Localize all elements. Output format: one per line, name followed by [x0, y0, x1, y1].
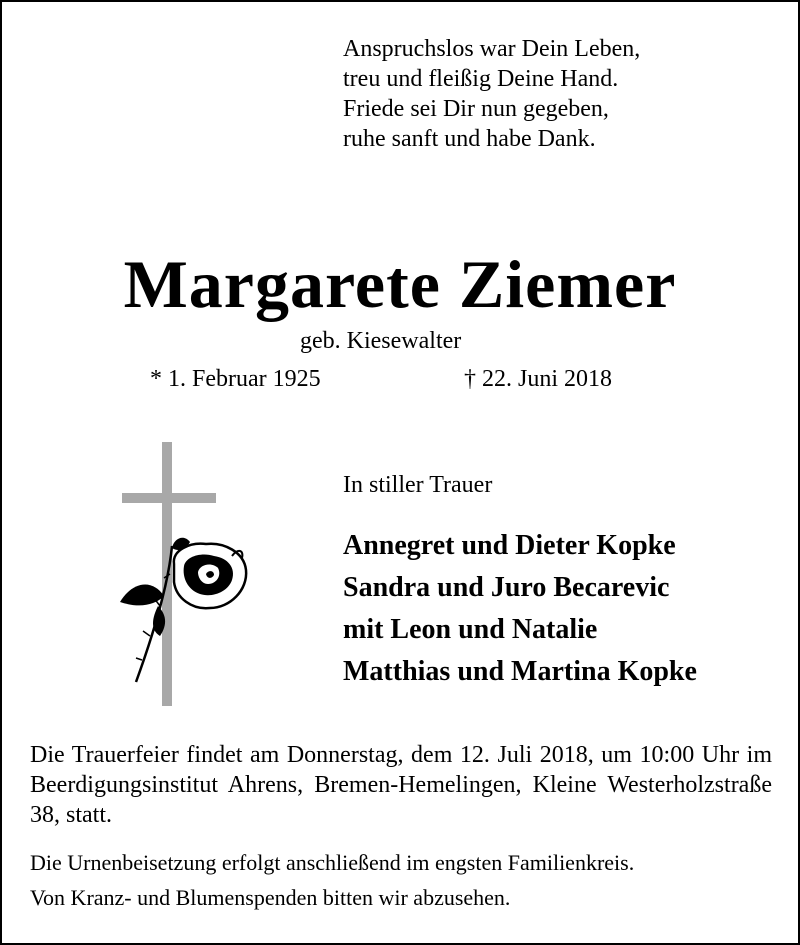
poem-line: ruhe sanft und habe Dank. [343, 126, 596, 152]
mourner-name: Matthias und Martina Kopke [343, 656, 697, 687]
death-date: † 22. Juni 2018 [464, 366, 613, 392]
poem-line: Anspruchslos war Dein Leben, [343, 36, 641, 62]
poem [343, 34, 640, 154]
mourner-name: Sandra und Juro Becarevic [343, 572, 670, 603]
flowers-note: Von Kranz- und Blumenspenden bitten wir abzusehen. [30, 885, 511, 910]
mourning-intro: In stiller Trauer [343, 472, 493, 498]
maiden-name: geb. Kiesewalter [300, 328, 462, 354]
mourner-name: mit Leon und Natalie [343, 614, 598, 645]
mourners-list [343, 525, 697, 693]
urn-note: Die Urnenbeisetzung erfolgt anschließend im engsten Familienkreis. [30, 850, 635, 875]
mourner-name: Annegret und Dieter Kopke [343, 530, 676, 561]
cross-with-rose-icon [112, 438, 252, 710]
birth-date: * 1. Februar 1925 [150, 366, 321, 392]
service-notice: Die Trauerfeier findet am Donnerstag, dem 12. Juli 2018, um 10:00 Uhr im Beerdigungsinstitut Ahrens, Bremen-Hemelingen, Kleine Westerholzstraße 38, statt. [30, 742, 772, 828]
poem-line: treu und fleißig Deine Hand. [343, 66, 619, 92]
poem-line: Friede sei Dir nun gegeben, [343, 96, 609, 122]
deceased-name: Margarete Ziemer [123, 246, 677, 322]
